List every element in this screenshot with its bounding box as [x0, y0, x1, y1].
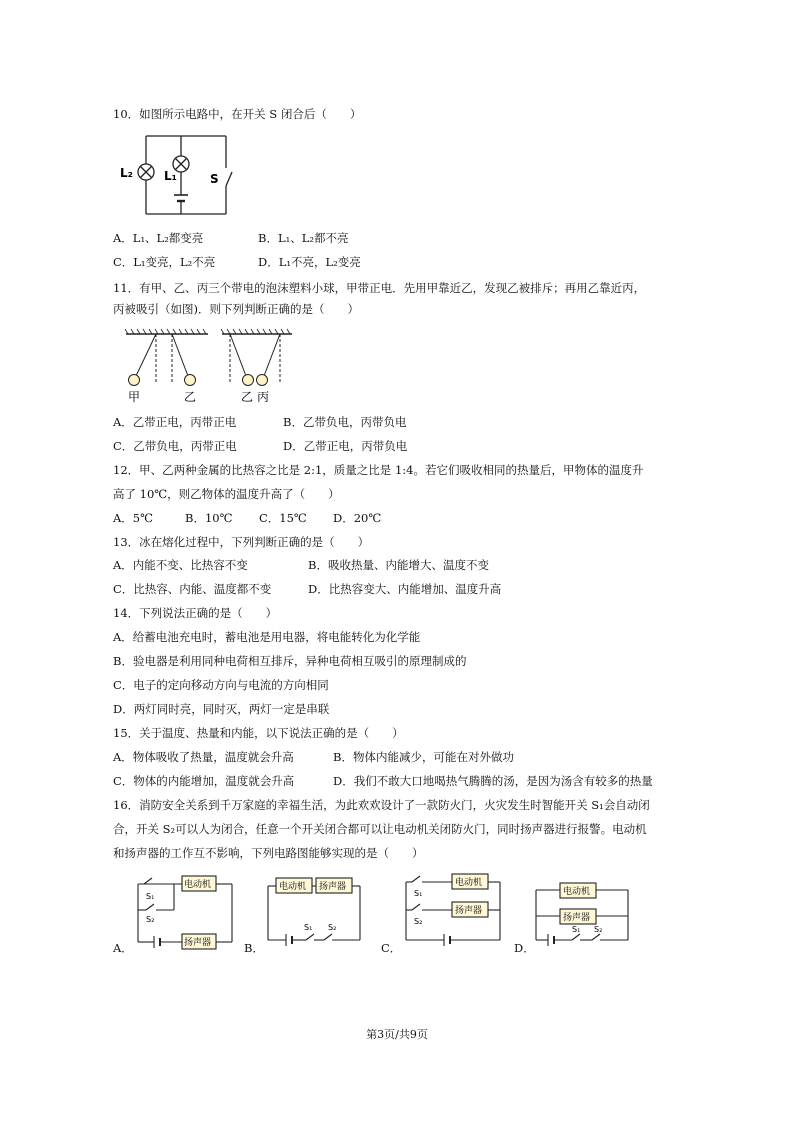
q11-option-a: A．乙带正电，丙带正电 [113, 415, 237, 429]
s1-label-b: S₁ [304, 923, 313, 932]
ball-bing-label: 丙 [257, 390, 270, 404]
l1-label: L₁ [164, 169, 177, 183]
motor-label-c: 电动机 [455, 878, 483, 888]
q10-circuit-figure [118, 130, 243, 220]
q16-option-b-letter: B． [244, 941, 264, 955]
q16-stem-line2: 合，开关 S₂可以人为闭合，任意一个开关闭合都可以让电动机关闭防火门，同时扬声器进行报警。电动机 [113, 822, 647, 836]
q12-stem-line2: 高了 10℃，则乙物体的温度升高了（ ） [113, 487, 340, 501]
s1-label-c: S₁ [414, 889, 423, 898]
q16-option-c-letter: C． [381, 941, 402, 955]
q13-option-c: C．比热容、内能、温度都不变 [113, 582, 272, 596]
q11-stem-line2: 丙被吸引（如图)．则下列判断正确的是（ ） [113, 302, 359, 316]
ball-yi-label: 乙 [184, 390, 197, 404]
q11-balls-figure [120, 328, 300, 408]
q16-stem-line3: 和扬声器的工作互不影响，下列电路图能够实现的是（ ） [113, 846, 424, 860]
speaker-label-a: 扬声器 [184, 938, 212, 948]
q16-option-a-letter: A． [113, 941, 133, 955]
q13-option-d: D．比热容变大、内能增加、温度升高 [308, 582, 502, 596]
q12-stem-line1: 12．甲、乙两种金属的比热容之比是 2:1，质量之比是 1:4。若它们吸收相同的热量后，甲物体的温度升 [113, 463, 644, 477]
q15-option-c: C．物体的内能增加，温度就会升高 [113, 774, 295, 788]
s1-label-d: S₁ [572, 925, 581, 934]
motor-label-d: 电动机 [563, 887, 591, 897]
speaker-label-b: 扬声器 [319, 882, 347, 892]
page-footer: 第3页/共9页 [366, 1028, 428, 1041]
q11-option-d: D．乙带正电，丙带负电 [283, 439, 408, 453]
q15-option-a: A．物体吸收了热量，温度就会升高 [113, 750, 294, 764]
q16-circuit-d [530, 878, 635, 950]
s1-label-a: S₁ [146, 892, 155, 901]
q16-circuit-a [130, 872, 240, 952]
q13-stem: 13．冰在熔化过程中，下列判断正确的是（ ） [113, 535, 370, 549]
q15-option-d: D．我们不敢大口地喝热气腾腾的汤，是因为汤含有较多的热量 [333, 774, 653, 788]
ball-yi-label-right: 乙 [241, 390, 254, 404]
q14-option-a: A．给蓄电池充电时，蓄电池是用电器，将电能转化为化学能 [113, 630, 421, 644]
l2-label: L₂ [120, 166, 133, 180]
q16-option-d-letter: D． [514, 941, 535, 955]
q14-option-b: B．验电器是利用同种电荷相互排斥，异种电荷相互吸引的原理制成的 [113, 654, 467, 668]
q13-option-b: B．吸收热量、内能增大、温度不变 [308, 558, 489, 572]
q10-stem: 10．如图所示电路中，在开关 S 闭合后（ ） [113, 107, 362, 121]
q15-stem: 15．关于温度、热量和内能，以下说法正确的是（ ） [113, 726, 404, 740]
q12-option-d: D．20℃ [333, 511, 382, 525]
s2-label-d: S₂ [594, 925, 603, 934]
q10-option-c: C．L₁变亮，L₂不亮 [113, 255, 216, 269]
q12-option-b: B．10℃ [185, 511, 233, 525]
q16-circuit-c [398, 870, 508, 950]
s2-label-a: S₂ [146, 915, 155, 924]
q11-option-b: B．乙带负电，丙带负电 [283, 415, 407, 429]
speaker-label-c: 扬声器 [455, 906, 483, 916]
q14-option-d: D．两灯同时亮，同时灭，两灯一定是串联 [113, 702, 330, 716]
ball-jia-label: 甲 [128, 390, 141, 404]
q14-option-c: C．电子的定向移动方向与电流的方向相同 [113, 678, 329, 692]
motor-label-b: 电动机 [279, 882, 307, 892]
q10-option-d: D．L₁不亮，L₂变亮 [258, 255, 361, 269]
q14-stem: 14．下列说法正确的是（ ） [113, 606, 278, 620]
q15-option-b: B．物体内能减少，可能在对外做功 [333, 750, 514, 764]
q12-option-a: A．5℃ [113, 511, 153, 525]
q11-option-c: C．乙带负电，丙带正电 [113, 439, 237, 453]
speaker-label-d: 扬声器 [563, 913, 591, 923]
q13-option-a: A．内能不变、比热容不变 [113, 558, 248, 572]
q10-option-b: B．L₁、L₂都不亮 [258, 231, 349, 245]
s2-label-b: S₂ [328, 923, 337, 932]
q16-circuit-b [262, 872, 367, 952]
q11-stem-line1: 11．有甲、乙、丙三个带电的泡沫塑料小球，甲带正电．先用甲靠近乙，发现乙被排斥；再用乙靠近丙， [113, 281, 646, 295]
motor-label-a: 电动机 [184, 880, 212, 890]
q12-option-c: C．15℃ [259, 511, 307, 525]
switch-s-label: S [210, 172, 219, 186]
q10-option-a: A．L₁、L₂都变亮 [113, 231, 204, 245]
s2-label-c: S₂ [414, 917, 423, 926]
q16-stem-line1: 16．消防安全关系到千万家庭的幸福生活，为此欢欢设计了一款防火门，火灾发生时智能开关 S₁会自动闭 [113, 798, 650, 812]
